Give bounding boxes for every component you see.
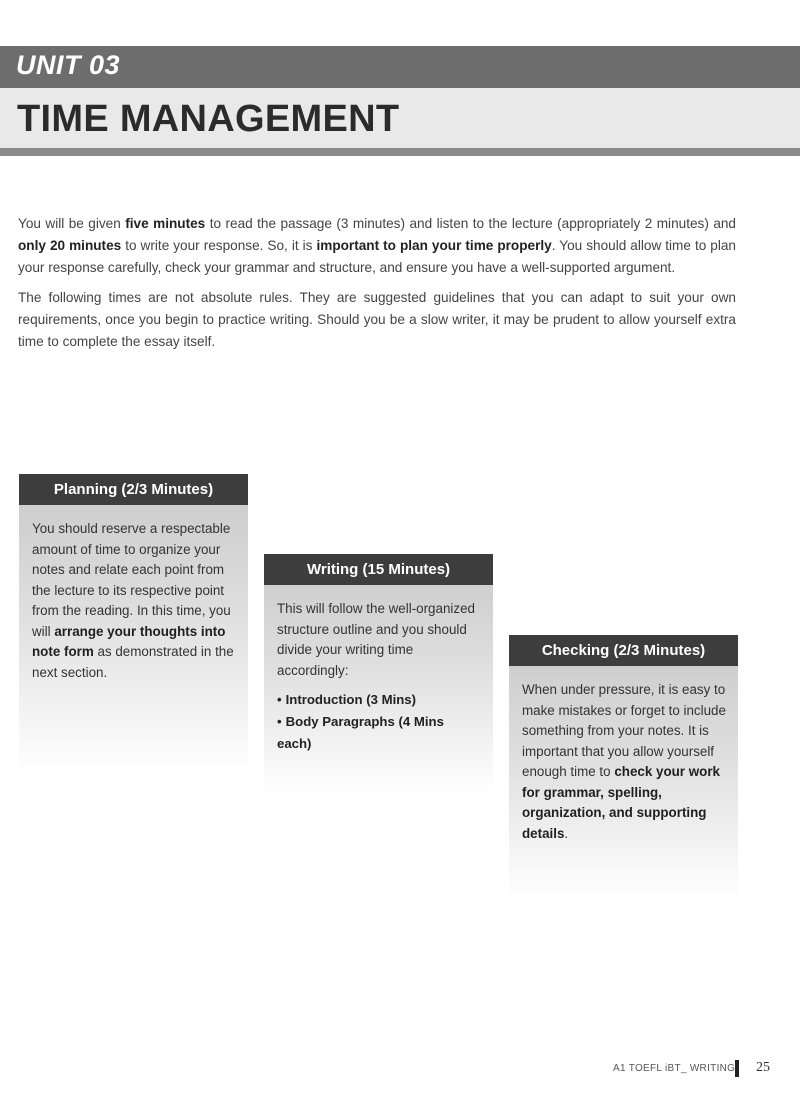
intro-paragraph-1: You will be given five minutes to read the passage (3 minutes) and listen to the lecture (appropriately 2 minutes) and only 20 minutes to write your response. So, it is important to plan your time properly. You should allow time to plan your response carefully, check your grammar and structure, and ensure you have a well-supported argument. (18, 216, 736, 275)
book-title: A1 TOEFL iBT_ WRITING (613, 1063, 736, 1074)
planning-box (19, 474, 248, 774)
emphasis-text: arrange your thoughts into note form (32, 623, 226, 659)
footer-divider (735, 1060, 739, 1077)
emphasis-text: only 20 minutes (18, 238, 122, 253)
list-item: • Body Paragraphs (4 Mins each) (277, 711, 481, 755)
page-title: TIME MANAGEMENT (17, 98, 400, 140)
list-item: • Introduction (3 Mins) (277, 689, 481, 711)
page-number: 25 (756, 1060, 770, 1075)
planning-box-body: You should reserve a respectable amount of time to organize your notes and relate each point from the lecture to its respective point from the reading. In this time, you will arrange your thoughts into note form as demonstrated in the next section. (32, 521, 234, 680)
unit-label: UNIT 03 (16, 50, 121, 80)
writing-box-text: This will follow the well-organized structure outline and you should divide your writing time accordingly: (277, 601, 475, 678)
emphasis-text: check your work for grammar, spelling, organization, and supporting details (522, 764, 720, 841)
intro-paragraph-2: The following times are not absolute rules. They are suggested guidelines that you can adapt to suit your own requirements, once you begin to practice writing. Should you be a slow writer, it may be prudent to allow yourself extra time to complete the essay itself. (18, 290, 736, 349)
writing-box (264, 554, 493, 794)
checking-box-title: Checking (2/3 Minutes) (509, 635, 738, 666)
intro-section (18, 213, 736, 361)
emphasis-text: five minutes (125, 216, 206, 231)
checking-box (509, 635, 738, 900)
title-divider (0, 148, 800, 156)
writing-box-body (264, 585, 493, 765)
writing-time-list (277, 689, 481, 755)
emphasis-text: important to plan your time properly (316, 238, 552, 253)
writing-box-title: Writing (15 Minutes) (264, 554, 493, 585)
planning-box-title: Planning (2/3 Minutes) (19, 474, 248, 505)
checking-box-body: When under pressure, it is easy to make mistakes or forget to include something from your notes. It is important that you allow yourself enough time to check your work for grammar, spelling, organization, and supporting details. (522, 682, 726, 841)
